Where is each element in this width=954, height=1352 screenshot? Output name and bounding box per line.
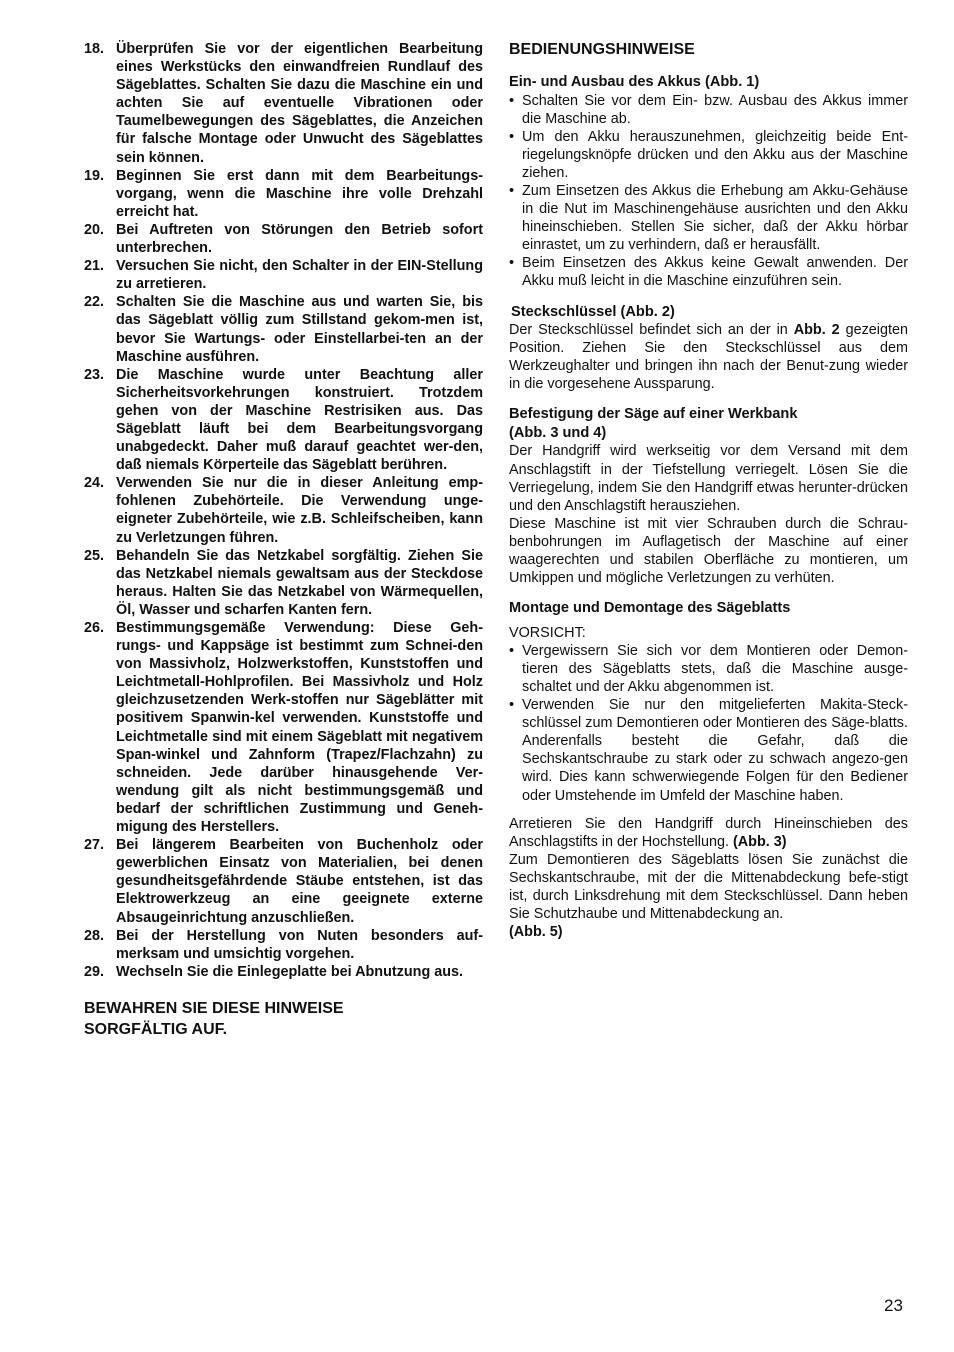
arret-paragraph: Arretieren Sie den Handgriff durch Hineinschieben des Anschlagstifts in der Hochstellung. (Abb. 3) (509, 815, 908, 850)
akku-title: Ein- und Ausbau des Akkus (Abb. 1) (509, 74, 760, 90)
bullet-item (509, 254, 908, 290)
list-item-text: Die Maschine wurde unter Beachtung aller Sicherheitsvorkehrungen konstruiert. Trotzdem gehen von der Maschine Restrisiken aus. Das Sägeblatt läuft bei dem Bearbeitungsvorgang unabgedeckt. Daher muß darauf geachtet wer-den, daß niemals Körperteile das Sägeblatt berühren. (116, 366, 483, 474)
list-item-text: Verwenden Sie nur die in dieser Anleitung emp-fohlenen Zubehörteile. Die Verwendung unge-eigneter Zubehörteile, wie z.B. Schleifscheiben, kann zu Verletzungen führen. (116, 475, 483, 546)
page-number: 23 (884, 1296, 903, 1315)
bullet-item (509, 92, 908, 128)
bullet-icon: • (509, 255, 515, 272)
list-item-text: Bei der Herstellung von Nuten besonders auf-merksam und umsichtig vorgehen. (116, 927, 483, 962)
caution-label: VORSICHT: (509, 624, 586, 641)
safety-list (84, 40, 483, 981)
bullet-text: Verwenden Sie nur den mitgelieferten Makita-Steck-schlüssel zum Demontieren oder Montieren des Säge-blatts. Anderenfalls besteht die Gefahr, daß die Sechskantschraube zu stark oder zu schwach angezo-gen wird. Dies kann schwerwiegende Folgen für den Bediener oder Umstehende im Umfeld der Maschine haben. (522, 697, 908, 804)
list-item-number: 27. (84, 837, 105, 854)
list-item-number: 19. (84, 167, 105, 184)
bullet-text: Um den Akku herauszunehmen, gleichzeitig beide Ent-riegelungsknöpfe drücken und den Akku aus der Maschine ziehen. (522, 128, 908, 181)
list-item-text: Bei längerem Bearbeiten von Buchenholz oder gewerblichen Einsatz von Materialien, bei denen gesundheitsgefährdende Stäube entstehen, ist das Elektrowerkzeug an eine geeignete externe Absaugeinrichtung anzuschließen. (116, 837, 483, 926)
list-item (84, 547, 483, 619)
bullet-item (509, 696, 908, 805)
list-item-text: Bei Auftreten von Störungen den Betrieb sofort unterbrechen. (116, 221, 483, 257)
list-item-number: 20. (84, 221, 105, 238)
bullet-text: Schalten Sie vor dem Ein- bzw. Ausbau des Akkus immer die Maschine ab. (522, 92, 908, 127)
list-item-number: 26. (84, 620, 105, 636)
keep-instructions-notice: BEWAHREN SIE DIESE HINWEISE SORGFÄLTIG AUF. (84, 999, 344, 1038)
list-item-number: 24. (84, 475, 105, 492)
list-item (84, 366, 483, 475)
montage-bullet-list (509, 642, 908, 805)
bullet-item (509, 128, 908, 182)
list-item-number: 18. (84, 41, 105, 57)
list-item (84, 40, 483, 167)
list-item-text: Schalten Sie die Maschine aus und warten Sie, bis das Sägeblatt völlig zum Stillstand gekom-men ist, bevor Sie Wartungs- oder Einstellarbei-ten an der Maschine ausführen. (116, 294, 483, 365)
montage-title: Montage und Demontage des Sägeblatts (509, 600, 791, 617)
list-item-number: 28. (84, 927, 105, 944)
list-item (84, 927, 483, 963)
bullet-item (509, 182, 908, 254)
bullet-icon: • (509, 92, 515, 109)
list-item-number: 25. (84, 547, 105, 564)
akku-bullet-list (509, 92, 908, 291)
bullet-text: Zum Einsetzen des Akkus die Erhebung am Akku-Gehäuse in die Nut im Maschinengehäuse ausrichten und den Akku hineinschieben. Stellen Sie sicher, daß der Akku hörbar einrastet, um zu verhindern, daß er herausfällt. (522, 182, 908, 254)
list-item-text: Wechseln Sie die Einlegeplatte bei Abnutzung aus. (116, 963, 464, 980)
list-item (84, 167, 483, 221)
bullet-icon: • (509, 697, 515, 714)
werkbank-paragraph-1: Der Handgriff wird werkseitig vor dem Versand mit dem Anschlagstift in der Tiefstellung verriegelt. Lösen Sie die Verriegelung, indem Sie den Handgriff etwas herunter-drücken und den Anschlagstift herausziehen. (509, 443, 908, 514)
steck-paragraph: Der Steckschlüssel befindet sich an der in Abb. 2 gezeigten Position. Ziehen Sie den Steckschlüssel aus dem Werkzeughalter und bringen ihn nach der Benut-zung wieder in die vorgesehene Aussparung. (509, 322, 908, 393)
bullet-item (509, 642, 908, 696)
left-column (84, 40, 483, 1040)
list-item-number: 22. (84, 294, 105, 311)
demontage-paragraph: Zum Demontieren des Sägeblatts lösen Sie zunächst die Sechskantschraube, mit der die Mittenabdeckung befe-stigt ist, durch Linksdrehung mit dem Steckschlüssel. Dann heben Sie Schutzhaube und Mittenabdeckung an. (Abb. 5) (509, 851, 908, 941)
bullet-text: Vergewissern Sie sich vor dem Montieren oder Demon-tieren des Sägeblatts stets, daß die Maschine ausge-schaltet und der Akku abgenommen ist. (522, 642, 908, 695)
list-item (84, 293, 483, 365)
bullet-icon: • (509, 642, 515, 659)
steck-title: Steckschlüssel (Abb. 2) (511, 303, 675, 320)
bullet-text: Beim Einsetzen des Akkus keine Gewalt anwenden. Der Akku muß leicht in die Maschine einzuführen sein. (522, 255, 908, 290)
werkbank-title: Befestigung der Säge auf einer Werkbank (Abb. 3 und 4) (509, 406, 798, 441)
list-item (84, 221, 483, 257)
list-item-text: Versuchen Sie nicht, den Schalter in der EIN-Stellung zu arretieren. (116, 258, 483, 293)
right-column (509, 40, 908, 941)
bullet-icon: • (509, 128, 515, 145)
list-item-number: 29. (84, 963, 105, 980)
list-item (84, 257, 483, 293)
list-item-number: 21. (84, 258, 105, 275)
list-item-text: Beginnen Sie erst dann mit dem Bearbeitungs-vorgang, wenn die Maschine ihre volle Drehzahl erreicht hat. (116, 167, 483, 220)
list-item-text: Bestimmungsgemäße Verwendung: Diese Geh-rungs- und Kappsäge ist bestimmt zum Schnei-den von Massivholz, Holzwerkstoffen, Kunststoffen und Leichtmetall-Hohlprofilen. Bei Massivholz und Holz gleichzusetzenden Werk-stoffen nur Sägeblätter mit positivem Spanwin-kel verwenden. Kunststoffe und Leichtmetalle sind mit einem Sägeblatt mit negativem Span-winkel und Zahnform (Trapez/Flachzahn) zu schneiden. Jede darüber hinausgehende Ver-wendung gilt als nicht bestimmungsgemäß und bedarf der schriftlichen Zustimmung und Geneh-migung des Herstellers. (116, 620, 483, 836)
werkbank-paragraph-2: Diese Maschine ist mit vier Schrauben durch die Schrau-benbohrungen im Auflagetisch der Maschine auf einer waagerechten und stabilen Oberfläche zu montieren, um Umkippen und mögliche Verletzungen zu verhüten. (509, 515, 908, 587)
list-item (84, 963, 483, 981)
section-heading: BEDIENUNGSHINWEISE (509, 41, 695, 58)
list-item (84, 619, 483, 836)
list-item-text: Überprüfen Sie vor der eigentlichen Bearbeitung eines Werkstücks den einwandfreien Rundlauf des Sägeblattes. Schalten Sie dazu die Maschine ein und achten Sie auf eventuelle Vibrationen oder Taumelbewegungen des Sägeblattes, die Anzeichen für falsche Montage oder Unwucht des Sägeblattes sein können. (116, 41, 483, 166)
list-item-text: Behandeln Sie das Netzkabel sorgfältig. Ziehen Sie das Netzkabel niemals gewaltsam aus der Steckdose heraus. Halten Sie das Netzkabel von Wärmequellen, Öl, Wasser und scharfen Kanten fern. (116, 547, 483, 618)
bullet-icon: • (509, 182, 515, 199)
list-item (84, 474, 483, 546)
list-item-number: 23. (84, 366, 105, 383)
list-item (84, 836, 483, 926)
